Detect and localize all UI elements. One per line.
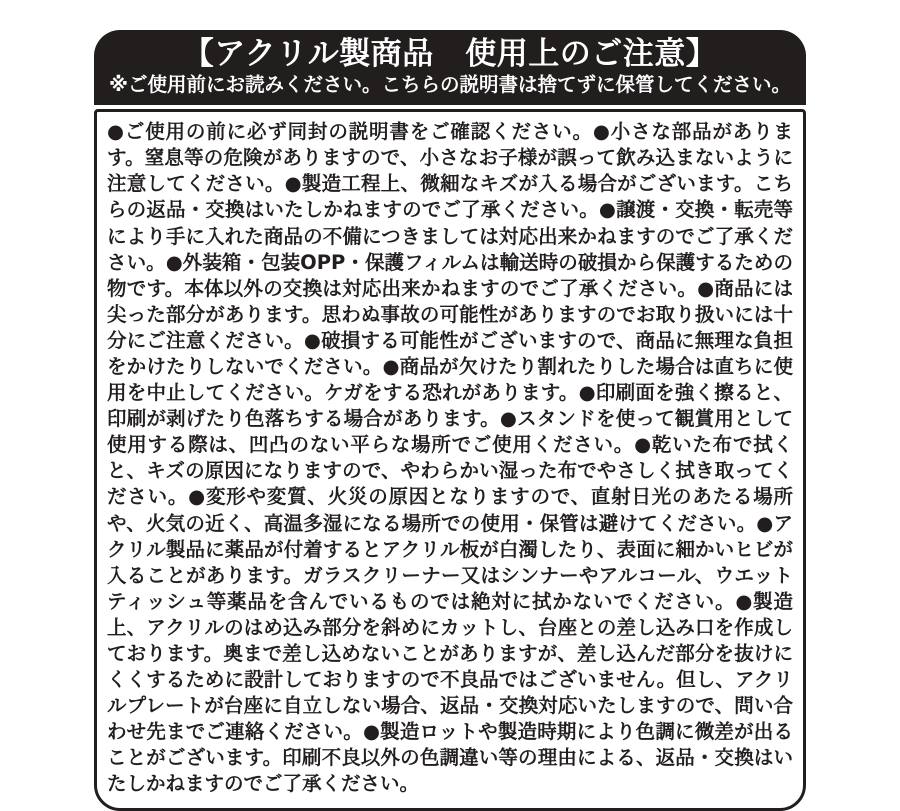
label-subtitle: ※ご使用前にお読みください。こちらの説明書は捨てずに保管してください。: [109, 72, 791, 96]
notice-item: ●乾いた布で拭くと、キズの原因になりますので、やわらかい湿った布でやさしく拭き取ってください。: [107, 433, 793, 509]
notice-item: ●スタンドを使って観賞用として使用する際は、凹凸のない平らな場所でご使用ください。: [107, 407, 793, 457]
notice-item: ●ご使用の前に必ず同封の説明書をご確認ください。: [107, 120, 593, 144]
care-instructions-label: [94, 30, 806, 811]
notice-item: ●製造ロットや製造時期により色調に微差が出ることがございます。印刷不良以外の色調違い等の理由による、返品・交換はいたしかねますのでご了承ください。: [107, 720, 793, 796]
label-header: [94, 30, 806, 105]
label-title: 【アクリル製商品 使用上のご注意】: [182, 36, 718, 72]
notice-item: ●製造上、アクリルのはめ込み部分を斜めにカットし、台座との差し込み口を作成しております。奥まで差し込めないことがありますが、差し込んだ部分を抜けにくくするために設計しておりますので不良品ではございません。但し、アクリルプレートが台座に自立しない場合、返品・交換対応いたしますので、問い合わせ先までご連絡ください。: [107, 589, 793, 744]
notices-paragraph: [107, 119, 793, 797]
notice-item: ●印刷面を強く擦ると、印刷が剥げたり色落ちする場合があります。: [107, 381, 794, 431]
notice-item: ●商品には尖った部分があります。思わぬ事故の可能性がありますのでお取り扱いには十分にご注意ください。: [107, 276, 793, 352]
notice-item: ●小さな部品があります。窒息等の危険がありますので、小さなお子様が誤って飲み込まないように注意してください。: [107, 120, 794, 196]
notice-item: ●アクリル製品に薬品が付着するとアクリル板が白濁したり、表面に細かいヒビが入ることがあります。ガラスクリーナー又はシンナーやアルコール、ウエットティッシュ等薬品を含んでいるものでは絶対に拭かないでください。: [107, 511, 793, 613]
notice-item: ●変形や変質、火災の原因となりますので、直射日光のあたる場所や、火気の近く、高温多湿になる場所での使用・保管は避けてください。: [107, 485, 793, 535]
notice-item: ●外装箱・包装OPP・保護フィルムは輸送時の破損から保護するための物です。本体以外の交換は対応出来かねますのでご了承ください。: [107, 250, 793, 300]
notice-item: ●譲渡・交換・転売等により手に入れた商品の不備につきましては対応出来かねますのでご了承ください。: [107, 198, 793, 274]
notice-item: ●商品が欠けたり割れたりした場合は直ちに使用を中止してください。ケガをする恐れがあります。: [107, 354, 793, 405]
notice-item: ●製造工程上、微細なキズが入る場合がございます。こちらの返品・交換はいたしかねますのでご了承ください。: [107, 172, 793, 222]
notice-item: ●破損する可能性がございますので、商品に無理な負担をかけたりしないでください。: [107, 328, 793, 378]
label-body: [94, 109, 806, 810]
